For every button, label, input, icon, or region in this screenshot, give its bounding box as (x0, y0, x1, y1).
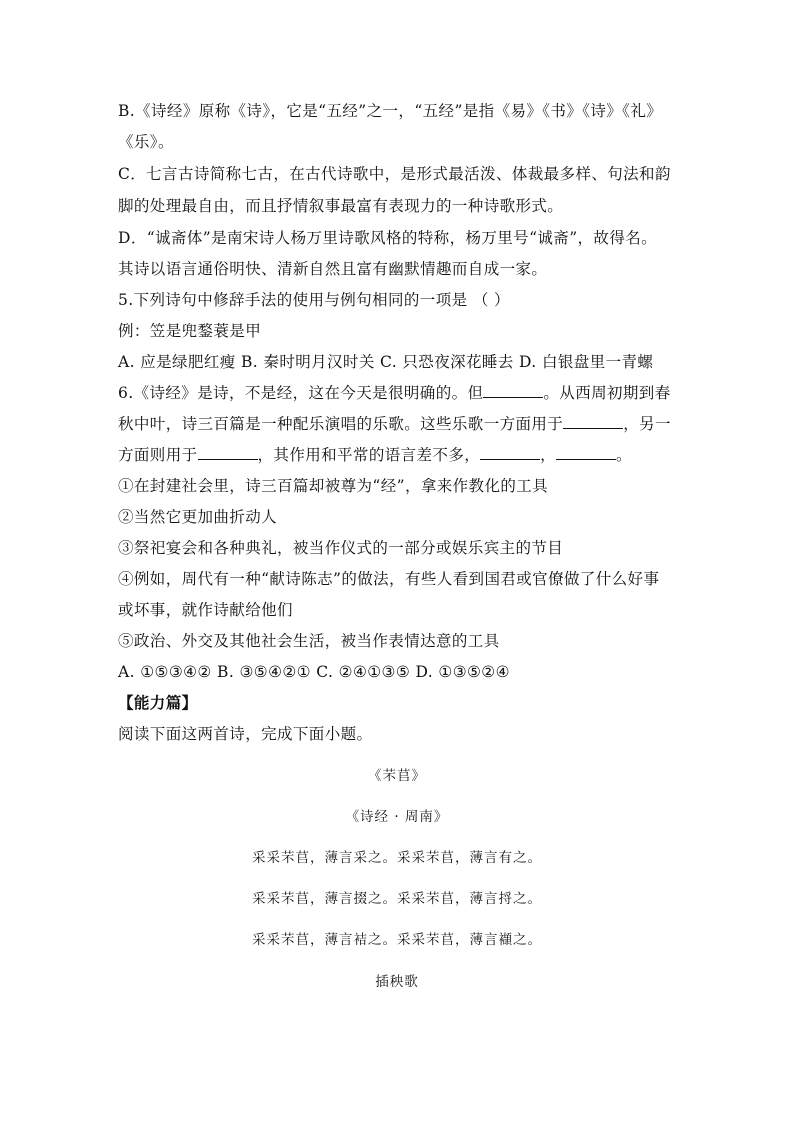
section-heading: 【能力篇】 (118, 693, 198, 712)
question-6-text: 6.《诗经》是诗，不是经，这在今天是很明确的。但 (118, 384, 484, 402)
option-d-line-1: D．“诚斋体”是南宋诗人杨万里诗歌风格的特称，杨万里号“诚斋”，故得名。 (118, 229, 658, 247)
question-5-stem: 5.下列诗句中修辞手法的使用与例句相同的一项是 （ ） (118, 291, 510, 309)
question-6-text: ，另一 (623, 415, 671, 433)
answer-blank (480, 445, 540, 460)
question-6-line-1 (118, 383, 671, 403)
question-5-options: A. 应是绿肥红瘦 B. 秦时明月汉时关 C. 只恐夜深花睡去 D. 白银盘里一青螺 (118, 353, 654, 371)
second-poem-title: 插秧歌 (375, 974, 419, 990)
sentence-4-line-1: ④例如，周代有一种“献诗陈志”的做法，有些人看到国君或官僚做了什么好事 (118, 570, 660, 588)
answer-blank (483, 383, 543, 398)
question-6-text: 秋中叶，诗三百篇是一种配乐演唱的乐歌。这些乐歌一方面用于 (118, 415, 564, 433)
question-6-text: ，其作用和平常的语言差不多， (257, 446, 481, 464)
option-b-line-2: 《乐》。 (118, 133, 174, 151)
sentence-2: ②当然它更加曲折动人 (118, 508, 278, 526)
question-6-text: 。从西周初期到春 (543, 384, 671, 402)
question-6-options: A. ①⑤③④② B. ③⑤④②① C. ②④①③⑤ D. ①③⑤②④ (118, 663, 510, 681)
answer-blank (198, 445, 258, 460)
question-6-text: ， (540, 446, 557, 464)
question-6-text: 方面则用于 (118, 446, 198, 464)
option-b-line-1: B.《诗经》原称《诗》，它是“五经”之一，“五经”是指《易》《书》《诗》《礼》 (118, 102, 663, 120)
question-6-text: 。 (616, 446, 632, 464)
question-6-line-3 (118, 445, 632, 465)
poem-line-3: 采采芣苢，薄言袺之。采采芣苢，薄言襭之。 (252, 932, 542, 948)
option-c-line-1: C．七言古诗简称七古，在古代诗歌中，是形式最活泼、体裁最多样、句法和韵 (118, 165, 671, 183)
sentence-4-line-2: 或坏事，就作诗献给他们 (118, 601, 293, 619)
question-6-line-2 (118, 414, 671, 434)
answer-blank (563, 414, 623, 429)
answer-blank (556, 445, 616, 460)
reading-instruction: 阅读下面这两首诗，完成下面小题。 (118, 725, 373, 743)
poem-source: 《诗经 · 周南》 (345, 809, 449, 825)
poem-line-1: 采采芣苢，薄言采之。采采芣苢，薄言有之。 (252, 850, 542, 866)
sentence-5: ⑤政治、外交及其他社会生活，被当作表情达意的工具 (118, 632, 500, 650)
sentence-1: ①在封建社会里，诗三百篇却被尊为“经”，拿来作教化的工具 (118, 477, 549, 495)
poem-title: 《芣苢》 (368, 768, 426, 784)
poem-line-2: 采采芣苢，薄言掇之。采采芣苢，薄言捋之。 (252, 891, 542, 907)
question-5-example: 例：笠是兜鍪蓑是甲 (118, 322, 262, 340)
option-d-line-2: 其诗以语言通俗明快、清新自然且富有幽默情趣而自成一家。 (118, 260, 548, 278)
sentence-3: ③祭祀宴会和各种典礼，被当作仪式的一部分或娱乐宾主的节目 (118, 539, 564, 557)
option-c-line-2: 脚的处理最自由，而且抒情叙事最富有表现力的一种诗歌形式。 (118, 197, 564, 215)
